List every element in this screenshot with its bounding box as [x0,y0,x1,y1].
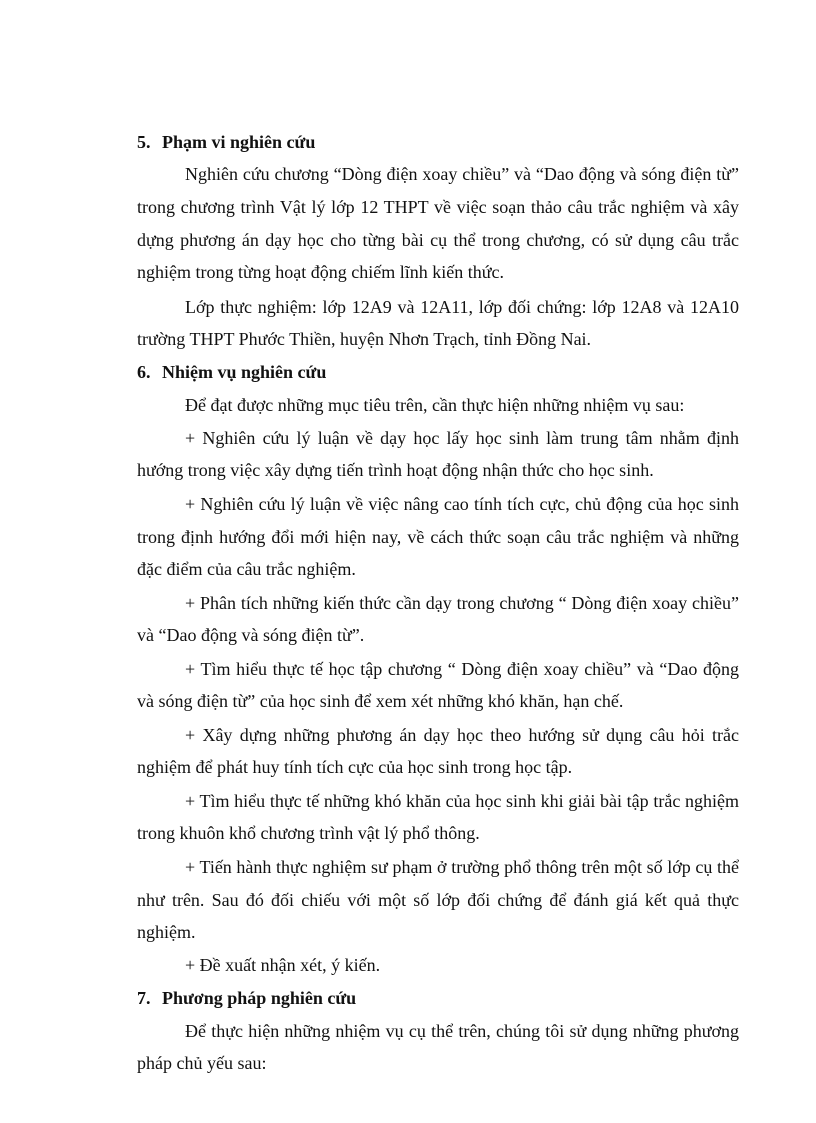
section-number: 6. [137,362,151,382]
text-line: Lớp thực nghiệm: lớp 12A9 và 12A11, lớp đối chứng: lớp 12A8 và 12A10 [185,297,739,317]
text-line: nghiệm trong từng hoạt động chiếm lĩnh kiến thức. [137,262,504,282]
text-line: + Tìm hiểu thực tế những khó khăn của học sinh khi giải bài tập trắc nghiệm [185,791,739,811]
section-7-heading [137,987,356,1009]
text-line: Để thực hiện những nhiệm vụ cụ thể trên, chúng tôi sử dụng những phương [185,1021,739,1041]
text-line: + Đề xuất nhận xét, ý kiến. [185,955,381,975]
section-title: Phạm vi nghiên cứu [162,132,316,152]
text-line: + Xây dựng những phương án dạy học theo hướng sử dụng câu hỏi trắc [185,725,739,745]
text-line: trường THPT Phước Thiền, huyện Nhơn Trạch, tỉnh Đồng Nai. [137,329,592,349]
section-number: 5. [137,132,151,152]
text-line: pháp chủ yếu sau: [137,1053,267,1073]
section-title: Nhiệm vụ nghiên cứu [162,362,327,382]
text-line: trong chương trình Vật lý lớp 12 THPT về việc soạn thảo câu trắc nghiệm và xây [137,197,739,217]
text-line: như trên. Sau đó đối chiếu với một số lớp đối chứng để đánh giá kết quả thực [137,890,739,910]
text-line: trong định hướng đổi mới hiện nay, về cách thức soạn câu trắc nghiệm và những [137,527,739,547]
section-6-heading [137,361,326,383]
text-line: Để đạt được những mục tiêu trên, cần thực hiện những nhiệm vụ sau: [185,395,685,415]
text-line: + Tìm hiểu thực tế học tập chương “ Dòng điện xoay chiều” và “Dao động [185,659,739,679]
section-5-heading [137,131,315,153]
text-line: + Nghiên cứu lý luận về việc nâng cao tính tích cực, chủ động của học sinh [185,494,739,514]
text-line: đặc điểm của câu trắc nghiệm. [137,559,356,579]
text-line: nghiệm. [137,922,196,942]
section-title: Phương pháp nghiên cứu [162,988,357,1008]
text-line: trong khuôn khổ chương trình vật lý phổ thông. [137,823,480,843]
text-line: nghiệm để phát huy tính tích cực của học sinh trong học tập. [137,757,573,777]
text-line: + Nghiên cứu lý luận về dạy học lấy học sinh làm trung tâm nhằm định [185,428,739,448]
section-number: 7. [137,988,151,1008]
text-line: dựng phương án dạy học cho từng bài cụ thể trong chương, có sử dụng câu trắc [137,230,739,250]
text-line: hướng trong việc xây dựng tiến trình hoạt động nhận thức cho học sinh. [137,460,654,480]
text-line: và “Dao động và sóng điện từ”. [137,625,365,645]
text-line: và sóng điện từ” của học sinh để xem xét những khó khăn, hạn chế. [137,691,624,711]
text-line: + Tiến hành thực nghiệm sư phạm ở trường phổ thông trên một số lớp cụ thể [185,857,739,877]
text-line: + Phân tích những kiến thức cần dạy trong chương “ Dòng điện xoay chiều” [185,593,739,613]
text-line: Nghiên cứu chương “Dòng điện xoay chiều” và “Dao động và sóng điện từ” [185,164,739,184]
